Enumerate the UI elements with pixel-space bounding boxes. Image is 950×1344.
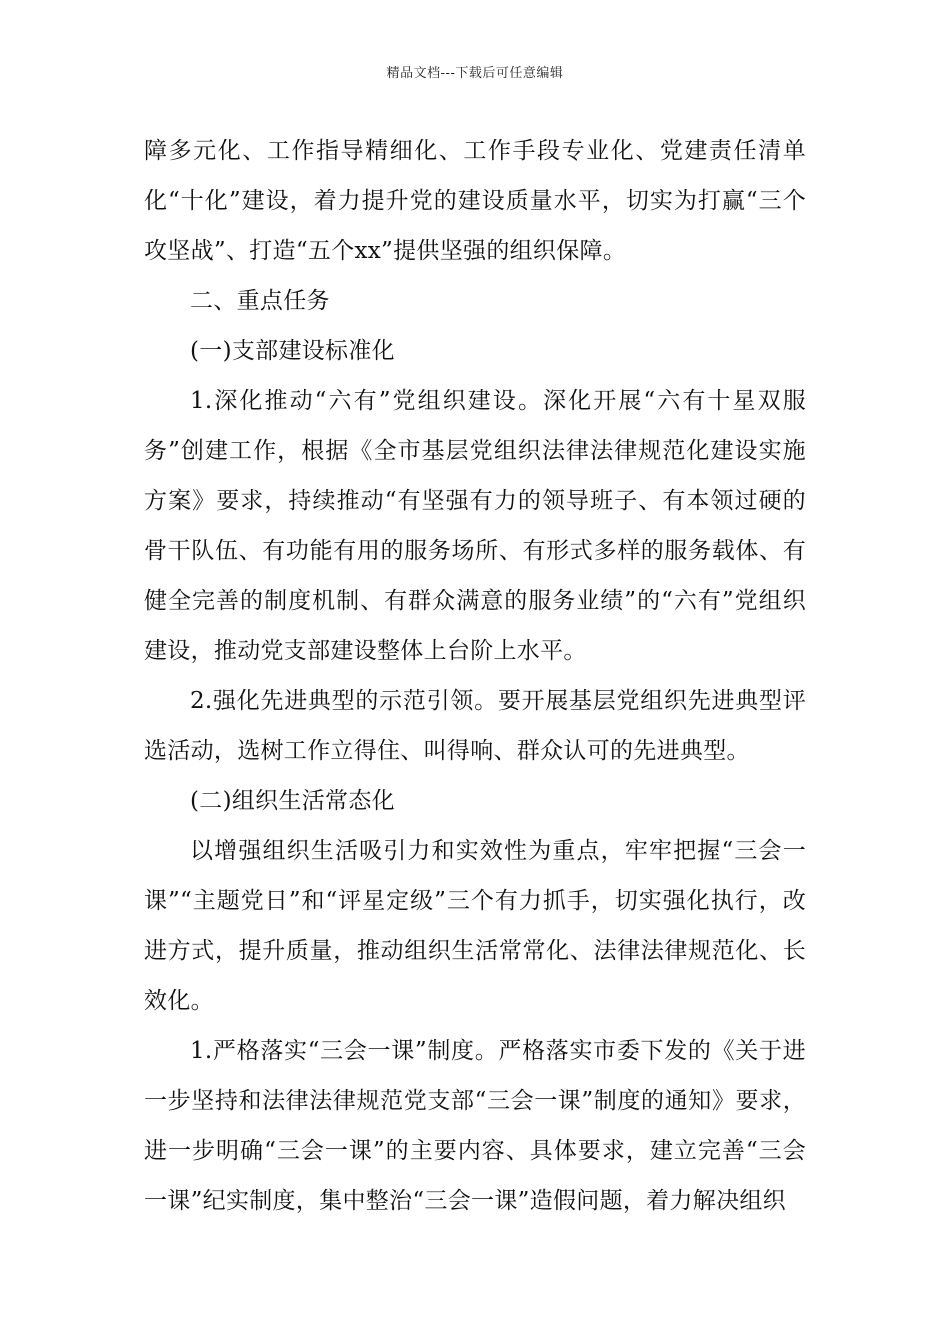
paragraph-continuation: 障多元化、工作指导精细化、工作手段专业化、党建责任清单化“十化”建设，着力提升党的建设质量水平，切实为打赢“三个攻坚战”、打造“五个xx”提供坚强的组织保障。 <box>144 138 806 264</box>
page-header: 精品文档---下载后可任意编辑 <box>386 66 564 81</box>
document-body <box>144 126 806 1226</box>
subsection-heading-branch-standardization: (一)支部建设标准化 <box>190 338 395 364</box>
paragraph-item-1-sanhui-yike: 1.严格落实“三会一课”制度。严格落实市委下发的《关于进一步坚持和法律法律规范党支部“三会一课”制度的通知》要求，进一步明确“三会一课”的主要内容、具体要求，建立完善“三会一课”纪实制度，集中整治“三会一课”造假问题，着力解决组织 <box>144 1038 806 1214</box>
paragraph-item-1-liuyou: 1.深化推动“六有”党组织建设。深化开展“六有十星双服务”创建工作，根据《全市基层党组织法律法律规范化建设实施方案》要求，持续推动“有坚强有力的领导班子、有本领过硬的骨干队伍、有功能有用的服务场所、有形式多样的服务载体、有健全完善的制度机制、有群众满意的服务业绩”的“六有”党组织建设，推动党支部建设整体上台阶上水平。 <box>144 388 806 664</box>
subsection-heading-organizational-life: (二)组织生活常态化 <box>190 788 395 814</box>
section-heading-key-tasks: 二、重点任务 <box>190 288 330 314</box>
paragraph-organizational-life-intro: 以增强组织生活吸引力和实效性为重点，牢牢把握“三会一课”“主题党日”和“评星定级”三个有力抓手，切实强化执行，改进方式，提升质量，推动组织生活常常化、法律法律规范化、长效化。 <box>144 838 806 1014</box>
paragraph-item-2-models: 2.强化先进典型的示范引领。要开展基层党组织先进典型评选活动，选树工作立得住、叫得响、群众认可的先进典型。 <box>144 688 806 764</box>
